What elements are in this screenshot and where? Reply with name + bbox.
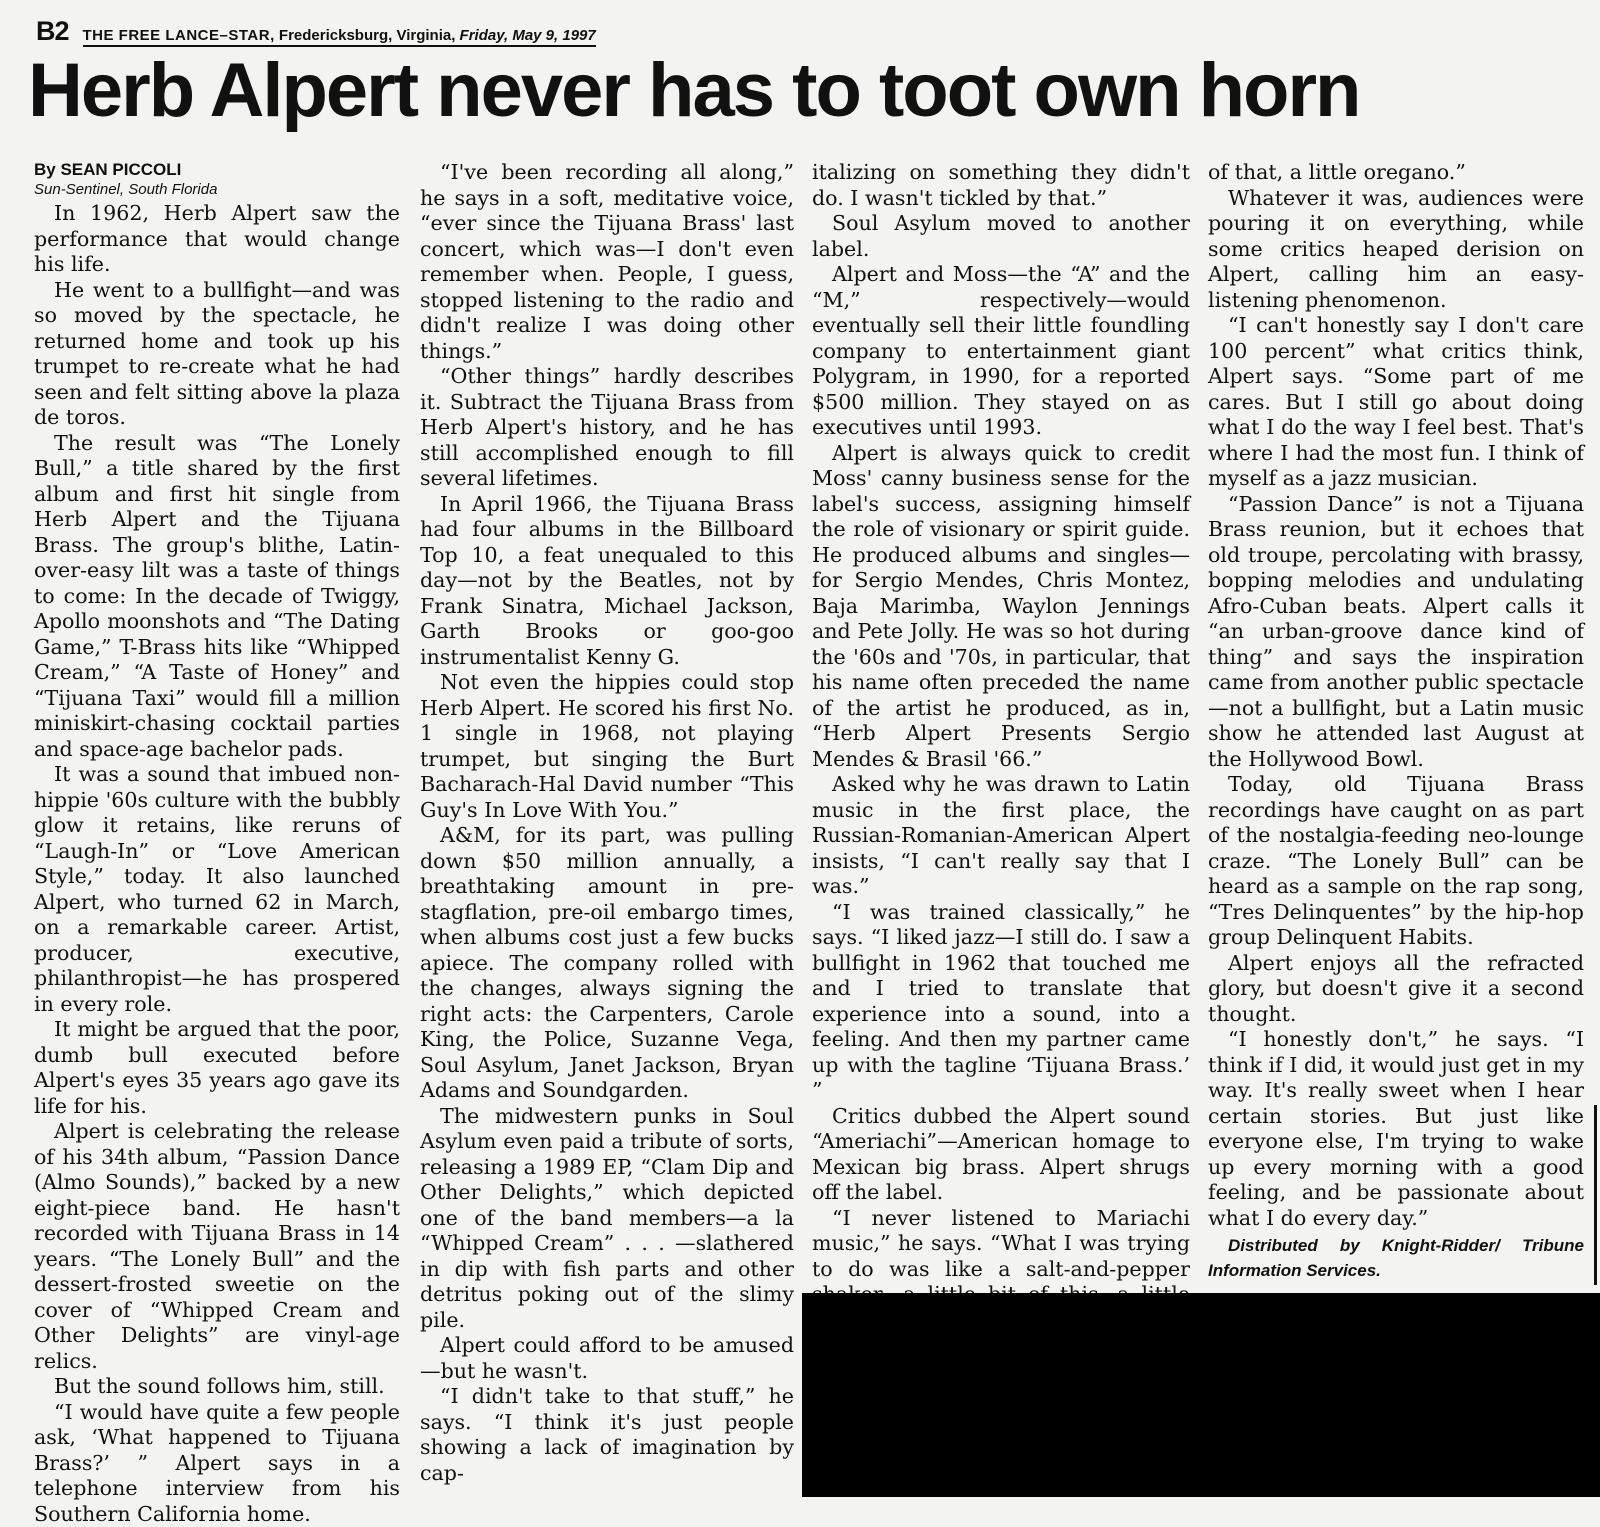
- byline-affiliation: Sun-Sentinel, South Florida: [34, 180, 400, 199]
- paragraph: “I've been recording all along,” he says in a soft, meditative voice, “ever since the Tijuana Brass' last concert, which was—I don't even remember when. People, I guess, stopped listening to the radio and didn't realize I was doing other things.”: [420, 160, 794, 364]
- distribution-credit: Distributed by Knight-Ridder/ Tribune Information Services.: [1208, 1233, 1584, 1283]
- paragraph: “I can't honestly say I don't care 100 percent” what critics think, Alpert says. “Some part of me cares. But I still go about doing what I do the way I feel best. That's where I had the most fun. I think of myself as a jazz musician.: [1208, 313, 1584, 492]
- paragraph: Alpert is always quick to credit Moss' canny business sense for the label's success, assigning himself the role of visionary or spirit guide. He produced albums and singles—for Sergio Mendes, Chris Montez, Baja Marimba, Waylon Jennings and Pete Jolly. He was so hot during the '60s and '70s, in particular, that his name often preceded the name of the artist he produced, as in, “Herb Alpert Presents Sergio Mendes & Brasil '66.”: [812, 441, 1190, 773]
- paragraph: “I honestly don't,” he says. “I think if I did, it would just get in my way. It's really sweet when I hear certain stories. But just like everyone else, I'm trying to wake up every morning with a good feeling, and be passionate about what I do every day.”: [1208, 1027, 1584, 1231]
- redacted-block: [802, 1293, 1600, 1497]
- byline-author: By SEAN PICCOLI: [34, 160, 400, 180]
- paragraph: It might be argued that the poor, dumb bull executed before Alpert's eyes 35 years ago gave its life for his.: [34, 1017, 400, 1119]
- paragraph: The result was “The Lonely Bull,” a title shared by the first album and first hit single from Herb Alpert and the Tijuana Brass. The group's blithe, Latin-over-easy lilt was a taste of things to come: In the decade of Twiggy, Apollo moonshots and “The Dating Game,” T-Brass hits like “Whipped Cream,” “A Taste of Honey” and “Tijuana Taxi” would fill a million miniskirt-chasing cocktail parties and space-age bachelor pads.: [34, 431, 400, 763]
- headline: Herb Alpert never has to toot own horn: [28, 48, 1588, 134]
- paragraph: “I was trained classically,” he says. “I liked jazz—I still do. I saw a bullfight in 1962 that touched me and I tried to translate that experience into a sound, into a feeling. And then my partner came up with the tagline ‘Tijuana Brass.’ ”: [812, 900, 1190, 1104]
- paragraph: He went to a bullfight—and was so moved by the spectacle, he returned home and took up his trumpet to re-create what he had seen and felt sitting above la plaza de toros.: [34, 278, 400, 431]
- page-number: B2: [36, 16, 69, 47]
- paragraph: Alpert and Moss—the “A” and the “M,” respectively—would eventually sell their little foundling company to entertainment giant Polygram, in 1990, for a reported $500 million. They stayed on as executives until 1993.: [812, 262, 1190, 441]
- dateline: [83, 27, 596, 47]
- article-column-3: [812, 160, 1190, 1333]
- dateline-place: Fredericksburg, Virginia,: [279, 27, 455, 44]
- paragraph: Critics dubbed the Alpert sound “Ameriachi”—American homage to Mexican big brass. Alpert shrugs off the label.: [812, 1104, 1190, 1206]
- paragraph: It was a sound that imbued non-hippie '60s culture with the bubbly glow it retains, like reruns of “Laugh-In” or “Love American Style,” today. It also launched Alpert, who turned 62 in March, on a remarkable career. Artist, producer, executive, philanthropist—he has prospered in every role.: [34, 762, 400, 1017]
- paragraph: italizing on something they didn't do. I wasn't tickled by that.”: [812, 160, 1190, 211]
- paragraph: Alpert is celebrating the release of his 34th album, “Passion Dance (Almo Sounds),” backed by a new eight-piece band. He hasn't recorded with Tijuana Brass in 14 years. “The Lonely Bull” and the dessert-frosted sweetie on the cover of “Whipped Cream and Other Delights” are vinyl-age relics.: [34, 1119, 400, 1374]
- column-rule: [1594, 1105, 1597, 1285]
- paragraph: Not even the hippies could stop Herb Alpert. He scored his first No. 1 single in 1968, not playing trumpet, but singing the Burt Bacharach-Hal David number “This Guy's In Love With You.”: [420, 670, 794, 823]
- paragraph: Alpert could afford to be amused—but he wasn't.: [420, 1333, 794, 1384]
- paragraph: “Passion Dance” is not a Tijuana Brass reunion, but it echoes that old troupe, percolating with brassy, bopping melodies and undulating Afro-Cuban beats. Alpert calls it “an urban-groove dance kind of thing” and says the inspiration came from another public spectacle—not a bullfight, but a Latin music show he attended last August at the Hollywood Bowl.: [1208, 492, 1584, 773]
- paragraph: In 1962, Herb Alpert saw the performance that would change his life.: [34, 201, 400, 278]
- paragraph: Today, old Tijuana Brass recordings have caught on as part of the nostalgia-feeding neo-lounge craze. “The Lonely Bull” can be heard as a sample on the rap song, “Tres Delinquentes” by the hip-hop group Delinquent Habits.: [1208, 772, 1584, 951]
- paragraph: A&M, for its part, was pulling down $50 million annually, a breathtaking amount in pre-stagflation, pre-oil embargo times, when albums cost just a few bucks apiece. The company rolled with the changes, always signing the right acts: the Carpenters, Carole King, the Police, Suzanne Vega, Soul Asylum, Janet Jackson, Bryan Adams and Soundgarden.: [420, 823, 794, 1104]
- paragraph: “I didn't take to that stuff,” he says. “I think it's just people showing a lack of imagination by cap-: [420, 1384, 794, 1486]
- paragraph: Asked why he was drawn to Latin music in the first place, the Russian-Romanian-American Alpert insists, “I can't really say that I was.”: [812, 772, 1190, 900]
- masthead: [36, 16, 596, 47]
- paragraph: “I would have quite a few people ask, ‘What happened to Tijuana Brass?’ ” Alpert says in a telephone interview from his Southern California home.: [34, 1400, 400, 1527]
- article-column-2: [420, 160, 794, 1486]
- dateline-date: Friday, May 9, 1997: [460, 27, 596, 44]
- paper-name: THE FREE LANCE–STAR,: [83, 27, 275, 44]
- paragraph: Whatever it was, audiences were pouring it on everything, while some critics heaped derision on Alpert, calling him an easy-listening phenomenon.: [1208, 186, 1584, 314]
- paragraph: of that, a little oregano.”: [1208, 160, 1584, 186]
- article-column-1: [34, 160, 400, 1527]
- paragraph: In April 1966, the Tijuana Brass had four albums in the Billboard Top 10, a feat unequaled to this day—not by the Beatles, not by Frank Sinatra, Michael Jackson, Garth Brooks or goo-goo instrumentalist Kenny G.: [420, 492, 794, 671]
- paragraph: “Other things” hardly describes it. Subtract the Tijuana Brass from Herb Alpert's history, and he has still accomplished enough to fill several lifetimes.: [420, 364, 794, 492]
- paragraph: “I never listened to Mariachi music,” he says. “What I was trying to do was like a salt-and-pepper: [812, 1206, 1190, 1334]
- paragraph: The midwestern punks in Soul Asylum even paid a tribute of sorts, releasing a 1989 EP, “Clam Dip and Other Delights,” which depicted one of the band members—a la “Whipped Cream” . . . —slathered in dip with fish parts and other detritus poking out of the slimy pile.: [420, 1104, 794, 1334]
- paragraph: Soul Asylum moved to another label.: [812, 211, 1190, 262]
- paragraph: Alpert enjoys all the refracted glory, but doesn't give it a second thought.: [1208, 951, 1584, 1028]
- paragraph: But the sound follows him, still.: [34, 1374, 400, 1400]
- article-column-4: [1208, 160, 1584, 1283]
